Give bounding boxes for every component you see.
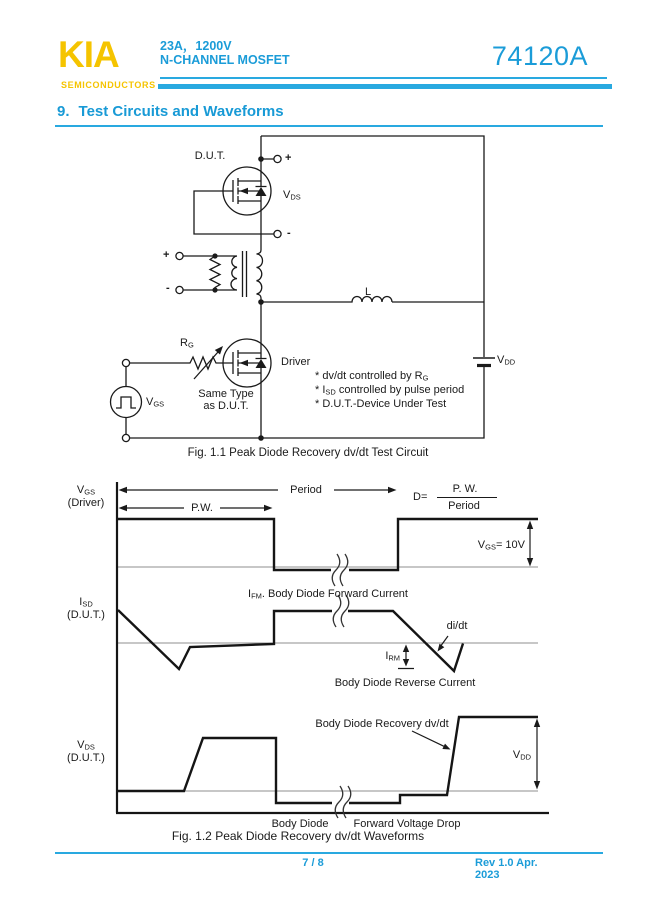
junction-dot	[212, 253, 217, 258]
vgs-waveform	[118, 519, 538, 570]
dut-mosfet-strokes	[233, 159, 267, 234]
rg-adjust-arrow	[194, 352, 218, 379]
pw-head-left	[119, 505, 128, 511]
irm-head-top	[403, 645, 409, 653]
same-type-label-1: Same Type	[198, 388, 254, 400]
recovery-annotation: Body Diode Recovery dv/dt	[315, 718, 449, 730]
duty-numerator: P. W.	[452, 483, 478, 495]
axes	[116, 482, 549, 813]
note-dvdt: * dv/dt controlled by $R_G$	[315, 370, 429, 383]
vds-axis-label-2: (D.U.T.)	[67, 752, 105, 764]
device-spec	[160, 39, 290, 67]
junction-dot	[212, 287, 217, 292]
vdd-head-bottom	[534, 781, 540, 790]
driver-mosfet-strokes	[233, 302, 267, 438]
body-diode-label: Body Diode	[271, 818, 329, 830]
irm-head-bottom	[403, 659, 409, 667]
part-number: 74120A	[491, 41, 588, 71]
note-isd: * $I_{SD}$ controlled by pulse period	[315, 384, 465, 397]
section-underline	[55, 125, 603, 127]
fig2-caption: Fig. 1.2 Peak Diode Recovery dv/dt Waveforms	[171, 829, 425, 843]
arrowheads	[119, 487, 541, 790]
note-dut: * D.U.T.-Device Under Test	[315, 398, 447, 410]
device-spec-line1: 23A，1200V	[160, 39, 232, 53]
minus-label: -	[287, 227, 291, 239]
vds-axis-label: $V_{DS}$	[77, 739, 95, 752]
vgs-level-label: $V_{GS}= 10V$	[477, 539, 525, 552]
irm-label: $I_{RM}$	[385, 650, 400, 663]
fwd-drop-label: Forward Voltage Drop	[353, 818, 461, 830]
primary-resistor	[210, 256, 220, 290]
transformer-core	[243, 251, 247, 297]
transformer-secondary-wire	[257, 234, 263, 302]
header-rule-thick	[158, 84, 612, 89]
plus-label: +	[285, 152, 292, 164]
xfmr-plus-label: +	[163, 249, 170, 261]
driver-mosfet-symbol	[223, 302, 271, 438]
junction-dot	[258, 299, 264, 305]
inductor-wire	[261, 297, 484, 303]
gate-input-terminal	[122, 359, 129, 366]
vdd-head-top	[534, 719, 540, 728]
vds-label: $V_{DS}$	[283, 189, 301, 202]
fig1-caption: Fig. 1.1 Peak Diode Recovery dv/dt Test Circuit	[187, 447, 429, 459]
reverse-current-annotation: Body Diode Reverse Current	[334, 677, 476, 689]
device-spec-line2: N-CHANNEL MOSFET	[160, 53, 290, 67]
vgs10v-head-bottom	[527, 558, 533, 567]
duty-denominator: Period	[448, 500, 480, 512]
pw-label: P.W.	[191, 502, 213, 514]
dut-mosfet-symbol	[223, 159, 271, 234]
didt-arrowhead	[438, 644, 445, 652]
vgs-axis-label-2: (Driver)	[67, 497, 105, 509]
pulse-glyph	[116, 397, 136, 408]
footer-rule	[55, 852, 603, 854]
waveform-diagram	[55, 475, 600, 845]
didt-label: di/dt	[446, 620, 468, 632]
xfmr-minus-terminal	[176, 286, 183, 293]
section-title-text: Test Circuits and Waveforms	[78, 103, 284, 120]
driver-arrow	[240, 360, 249, 367]
vgs-break	[332, 554, 348, 586]
ground-terminal	[122, 434, 129, 441]
transformer-primary-wire	[184, 256, 238, 290]
isd-axis-label: $I_{SD}$	[79, 596, 93, 609]
minus-terminal	[274, 230, 281, 237]
isd-axis-label-2: (D.U.T.)	[67, 609, 105, 621]
junction-dot	[258, 156, 264, 162]
section-title	[57, 103, 284, 120]
header-rule-thin	[160, 77, 607, 79]
vdd-label: $V_{DD}$	[497, 354, 516, 367]
duty-fraction-bar	[437, 497, 497, 498]
vdd-level-label: $V_{DD}$	[512, 749, 531, 762]
section-number: 9.	[57, 103, 70, 120]
junction-dot	[258, 435, 264, 441]
ifm-annotation: $I_{FM}$. Body Diode Forward Current	[248, 588, 408, 601]
duty-equation-lhs: D=	[413, 491, 428, 503]
rg-label: $R_G$	[180, 337, 194, 350]
period-head-left	[119, 487, 128, 493]
vgs-source-circle	[111, 387, 142, 418]
vgs10v-head-top	[527, 521, 533, 530]
rg-and-gate-wire	[130, 357, 234, 369]
waveforms	[118, 519, 538, 803]
dut-arrow	[240, 188, 249, 195]
xfmr-plus-terminal	[176, 252, 183, 259]
plus-terminal	[274, 155, 281, 162]
driver-label: Driver	[281, 356, 311, 368]
recovery-arrowhead	[442, 744, 450, 750]
xfmr-minus-label: -	[166, 282, 170, 294]
page-number: 7 / 8	[302, 857, 324, 869]
inductor-label: L	[365, 286, 372, 298]
vgs-axis-label: $V_{GS}$	[76, 484, 96, 497]
vgs-label: $V_{GS}$	[146, 396, 165, 409]
kia-logo-subtitle: SEMICONDUCTORS	[61, 80, 156, 90]
dut-label: D.U.T.	[194, 150, 226, 162]
test-circuit-diagram	[55, 130, 600, 465]
isd-waveform	[118, 610, 463, 671]
dimension-lines	[126, 490, 537, 783]
kia-logo: KIA	[58, 34, 119, 75]
same-type-label-2: as D.U.T.	[203, 400, 249, 412]
pw-head-right	[264, 505, 273, 511]
revision-label: Rev 1.0 Apr. 2023	[475, 857, 538, 881]
period-label: Period	[290, 484, 322, 496]
vgs-pulse-source	[111, 387, 142, 418]
period-head-right	[388, 487, 397, 493]
recovery-arrow-line	[412, 731, 445, 747]
rg-arrowhead	[215, 346, 223, 355]
